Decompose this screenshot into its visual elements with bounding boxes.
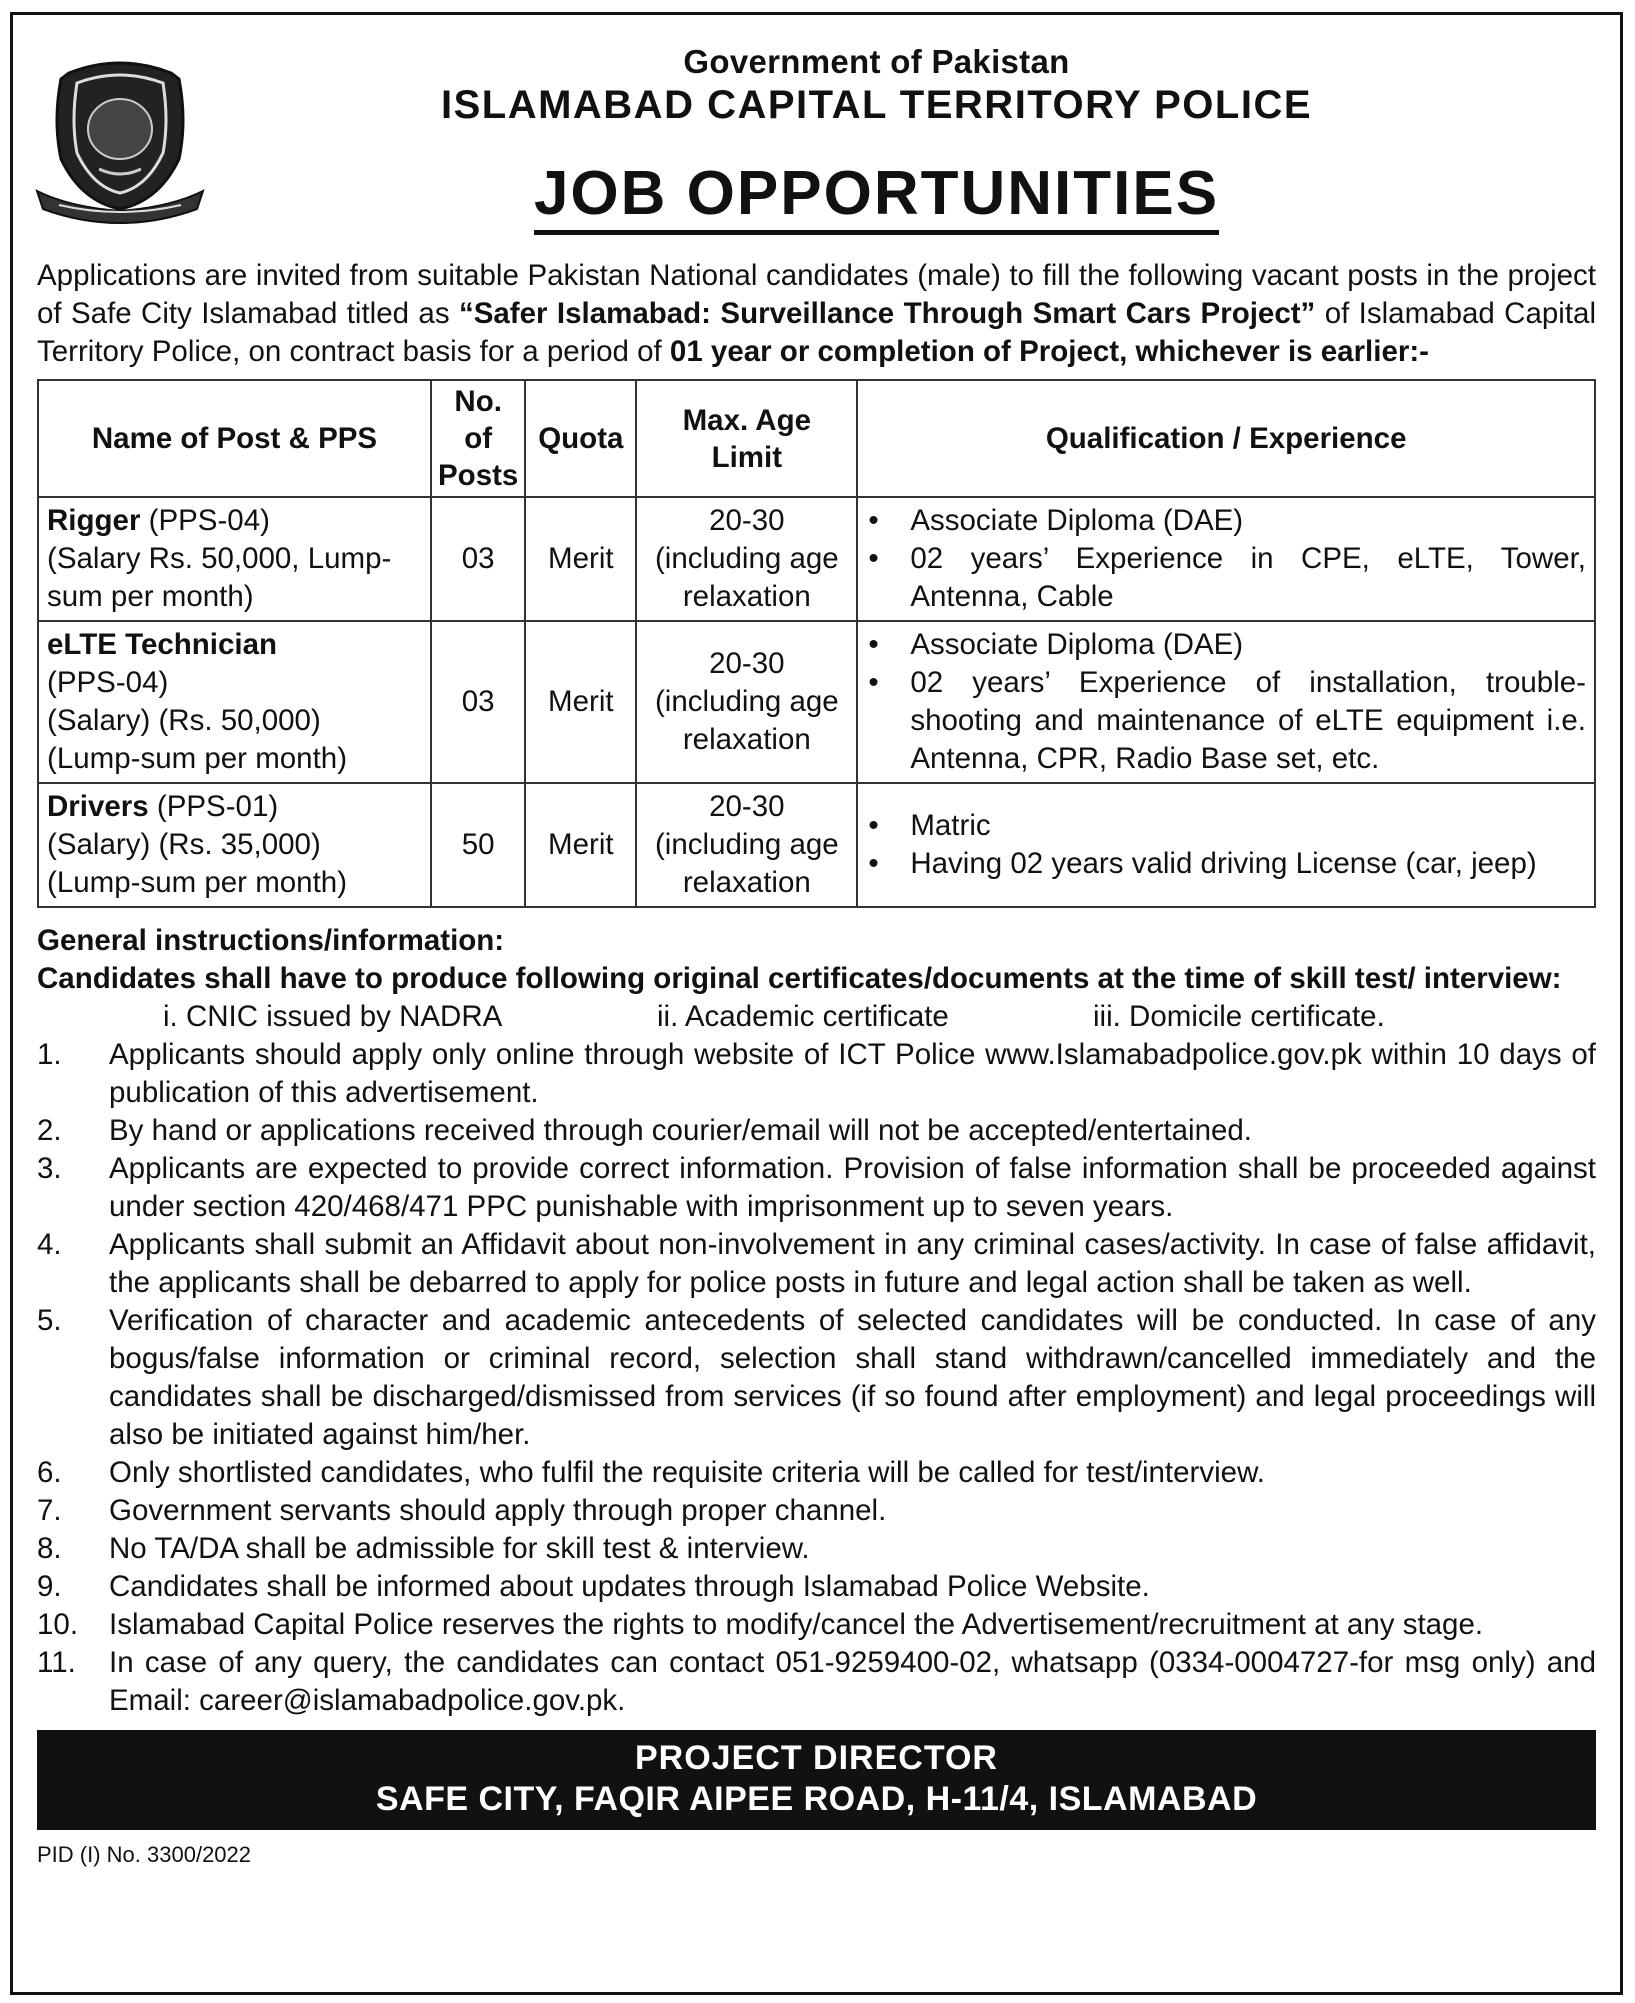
item-text: No TA/DA shall be admissible for skill test & interview.: [109, 1532, 810, 1565]
post-pps: (PPS-01): [148, 790, 279, 823]
table-row: [38, 497, 1595, 621]
list-item: [37, 1454, 1596, 1492]
qualification-text: 02 years’ Experience of installation, trouble-shooting and maintenance of eLTE equipment i.e. Antenna, CPR, Radio Base set, etc.: [910, 666, 1586, 775]
post-salary: (Salary) (Rs. 50,000) (Lump-sum per month): [47, 704, 348, 775]
item-number: 6.: [37, 1456, 62, 1489]
item-number: 4.: [37, 1228, 62, 1261]
list-item: [37, 1150, 1596, 1226]
contract-period: 01 year or completion of Project, whichever is earlier: [669, 335, 1410, 368]
age-cell: 20-30 (including age relaxation: [636, 497, 857, 621]
intro-colon: :-: [1409, 335, 1429, 368]
item-number: 9.: [37, 1570, 62, 1603]
list-item: • 02 years’ Experience in CPE, eLTE, Tower, Antenna, Cable: [868, 542, 1586, 613]
item-text: Applicants are expected to provide correct information. Provision of false information shall be proceeded against under section 420/468/471 PPC punishable with imprisonment up to seven years.: [109, 1152, 1596, 1223]
item-number: 11.: [37, 1646, 76, 1679]
table-row: [38, 621, 1595, 783]
list-item: [37, 1226, 1596, 1302]
list-item: • Having 02 years valid driving License (car, jeep): [868, 847, 1537, 880]
quota-cell: Merit: [525, 497, 636, 621]
list-item: [37, 1530, 1596, 1568]
item-text: Only shortlisted candidates, who fulfil the requisite criteria will be called for test/interview.: [109, 1456, 1265, 1489]
item-number: 10.: [37, 1608, 79, 1641]
list-item: [37, 1644, 1596, 1720]
footer-banner: [37, 1730, 1596, 1830]
instructions-title: General instructions/information:: [37, 924, 505, 957]
project-name: “Safer Islamabad: Surveillance Through Smart Cars Project”: [458, 297, 1316, 330]
table-row: [38, 783, 1595, 907]
pid-number: PID (I) No. 3300/2022: [37, 1842, 252, 1867]
post-pps: (PPS-04): [47, 666, 169, 699]
advertisement-frame: [10, 12, 1623, 1995]
header: [157, 43, 1596, 235]
certificates-list: [37, 998, 1596, 1036]
posts-count: 50: [431, 783, 525, 907]
list-item: • Associate Diploma (DAE): [868, 628, 1244, 661]
intro-text: of Islamabad Capital Territory Police, on contract basis for a period of: [37, 297, 1596, 368]
item-text: By hand or applications received through courier/email will not be accepted/entertained.: [109, 1114, 1252, 1147]
page-title: JOB OPPORTUNITIES: [534, 158, 1219, 235]
post-cell: [38, 621, 431, 783]
department-heading: ISLAMABAD CAPITAL TERRITORY POLICE: [440, 83, 1313, 127]
item-text: Applicants shall submit an Affidavit about non-involvement in any criminal cases/activity. In case of false affidavit, the applicants shall be debarred to apply for police posts in future and legal action shall be taken as well.: [109, 1228, 1596, 1299]
qualification-text: Associate Diploma (DAE): [910, 628, 1244, 661]
qualification-cell: [857, 621, 1595, 783]
age-cell: 20-30 (including age relaxation: [636, 621, 857, 783]
intro-paragraph: [37, 257, 1596, 371]
item-number: 2.: [37, 1114, 62, 1147]
item-number: 8.: [37, 1532, 62, 1565]
footer-address: SAFE CITY, FAQIR AIPEE ROAD, H-11/4, ISLAMABAD: [375, 1780, 1258, 1818]
item-text: Candidates shall be informed about updates through Islamabad Police Website.: [109, 1570, 1150, 1603]
list-item: [37, 1302, 1596, 1454]
list-item: • Matric: [868, 809, 991, 842]
header-posts: No. of Posts: [431, 380, 525, 497]
list-item: • 02 years’ Experience of installation, trouble-shooting and maintenance of eLTE equipment i.e. Antenna, CPR, Radio Base set, etc.: [868, 666, 1586, 775]
post-cell: [38, 497, 431, 621]
intro-text: Applications are invited from suitable Pakistan National candidates (male) to fill the following vacant posts in the project of Safe City Islamabad titled as: [37, 259, 1596, 330]
list-item: [37, 1606, 1596, 1644]
instructions-subtitle: Candidates shall have to produce following original certificates/documents at the time of skill test/ interview:: [37, 962, 1562, 995]
header-qualification: Qualification / Experience: [857, 380, 1595, 497]
header-quota: Quota: [525, 380, 636, 497]
item-number: 5.: [37, 1304, 62, 1337]
item-number: 1.: [37, 1038, 62, 1071]
qualification-text: Matric: [910, 809, 991, 842]
age-cell: 20-30 (including age relaxation: [636, 783, 857, 907]
table-header-row: [38, 380, 1595, 497]
post-pps: (PPS-04): [140, 504, 270, 537]
quota-cell: Merit: [525, 783, 636, 907]
qualification-text: Having 02 years valid driving License (car, jeep): [910, 847, 1537, 880]
post-name: Rigger: [47, 504, 141, 537]
list-item: [37, 1036, 1596, 1112]
item-text: Islamabad Capital Police reserves the rights to modify/cancel the Advertisement/recruitment at any stage.: [109, 1608, 1484, 1641]
list-item: [37, 1112, 1596, 1150]
post-cell: [38, 783, 431, 907]
posts-count: 03: [431, 621, 525, 783]
certificate-item: iii. Domicile certificate.: [1093, 1000, 1385, 1033]
post-name: eLTE Technician: [47, 628, 278, 661]
item-text: Government servants should apply through proper channel.: [109, 1494, 887, 1527]
post-salary: (Salary Rs. 50,000, Lump-sum per month): [47, 542, 392, 613]
certificate-item: i. CNIC issued by NADRA: [163, 1000, 503, 1033]
header-post: Name of Post & PPS: [38, 380, 431, 497]
certificate-item: ii. Academic certificate: [657, 1000, 949, 1033]
list-item: [37, 1568, 1596, 1606]
government-heading: Government of Pakistan: [683, 43, 1070, 80]
list-item: [37, 1492, 1596, 1530]
item-text: Verification of character and academic antecedents of selected candidates will be conducted. In case of any bogus/false information or criminal record, selection shall stand withdrawn/cancelled immediately and the candidates shall be discharged/dismissed from services (if so found after employment) and legal proceedings will also be initiated against him/her.: [109, 1304, 1596, 1451]
qualification-text: Associate Diploma (DAE): [910, 504, 1244, 537]
qualification-cell: [857, 497, 1595, 621]
posts-table: [37, 379, 1596, 908]
list-item: • Associate Diploma (DAE): [868, 504, 1244, 537]
quota-cell: Merit: [525, 621, 636, 783]
posts-count: 03: [431, 497, 525, 621]
post-name: Drivers: [47, 790, 149, 823]
item-text: In case of any query, the candidates can contact 051-9259400-02, whatsapp (0334-0004727-for msg only) and Email: career@islamabadpolice.gov.pk.: [109, 1646, 1596, 1717]
footer-title: PROJECT DIRECTOR: [635, 1739, 998, 1777]
item-number: 7.: [37, 1494, 62, 1527]
header-age: Max. Age Limit: [636, 380, 857, 497]
qualification-cell: [857, 783, 1595, 907]
qualification-text: 02 years’ Experience in CPE, eLTE, Tower, Antenna, Cable: [910, 542, 1586, 613]
item-number: 3.: [37, 1152, 62, 1185]
post-salary: (Salary) (Rs. 35,000) (Lump-sum per month): [47, 828, 348, 899]
item-text: Applicants should apply only online through website of ICT Police www.Islamabadpolice.gov.pk within 10 days of publication of this advertisement.: [109, 1038, 1596, 1109]
instructions-list: [37, 1036, 1596, 1720]
